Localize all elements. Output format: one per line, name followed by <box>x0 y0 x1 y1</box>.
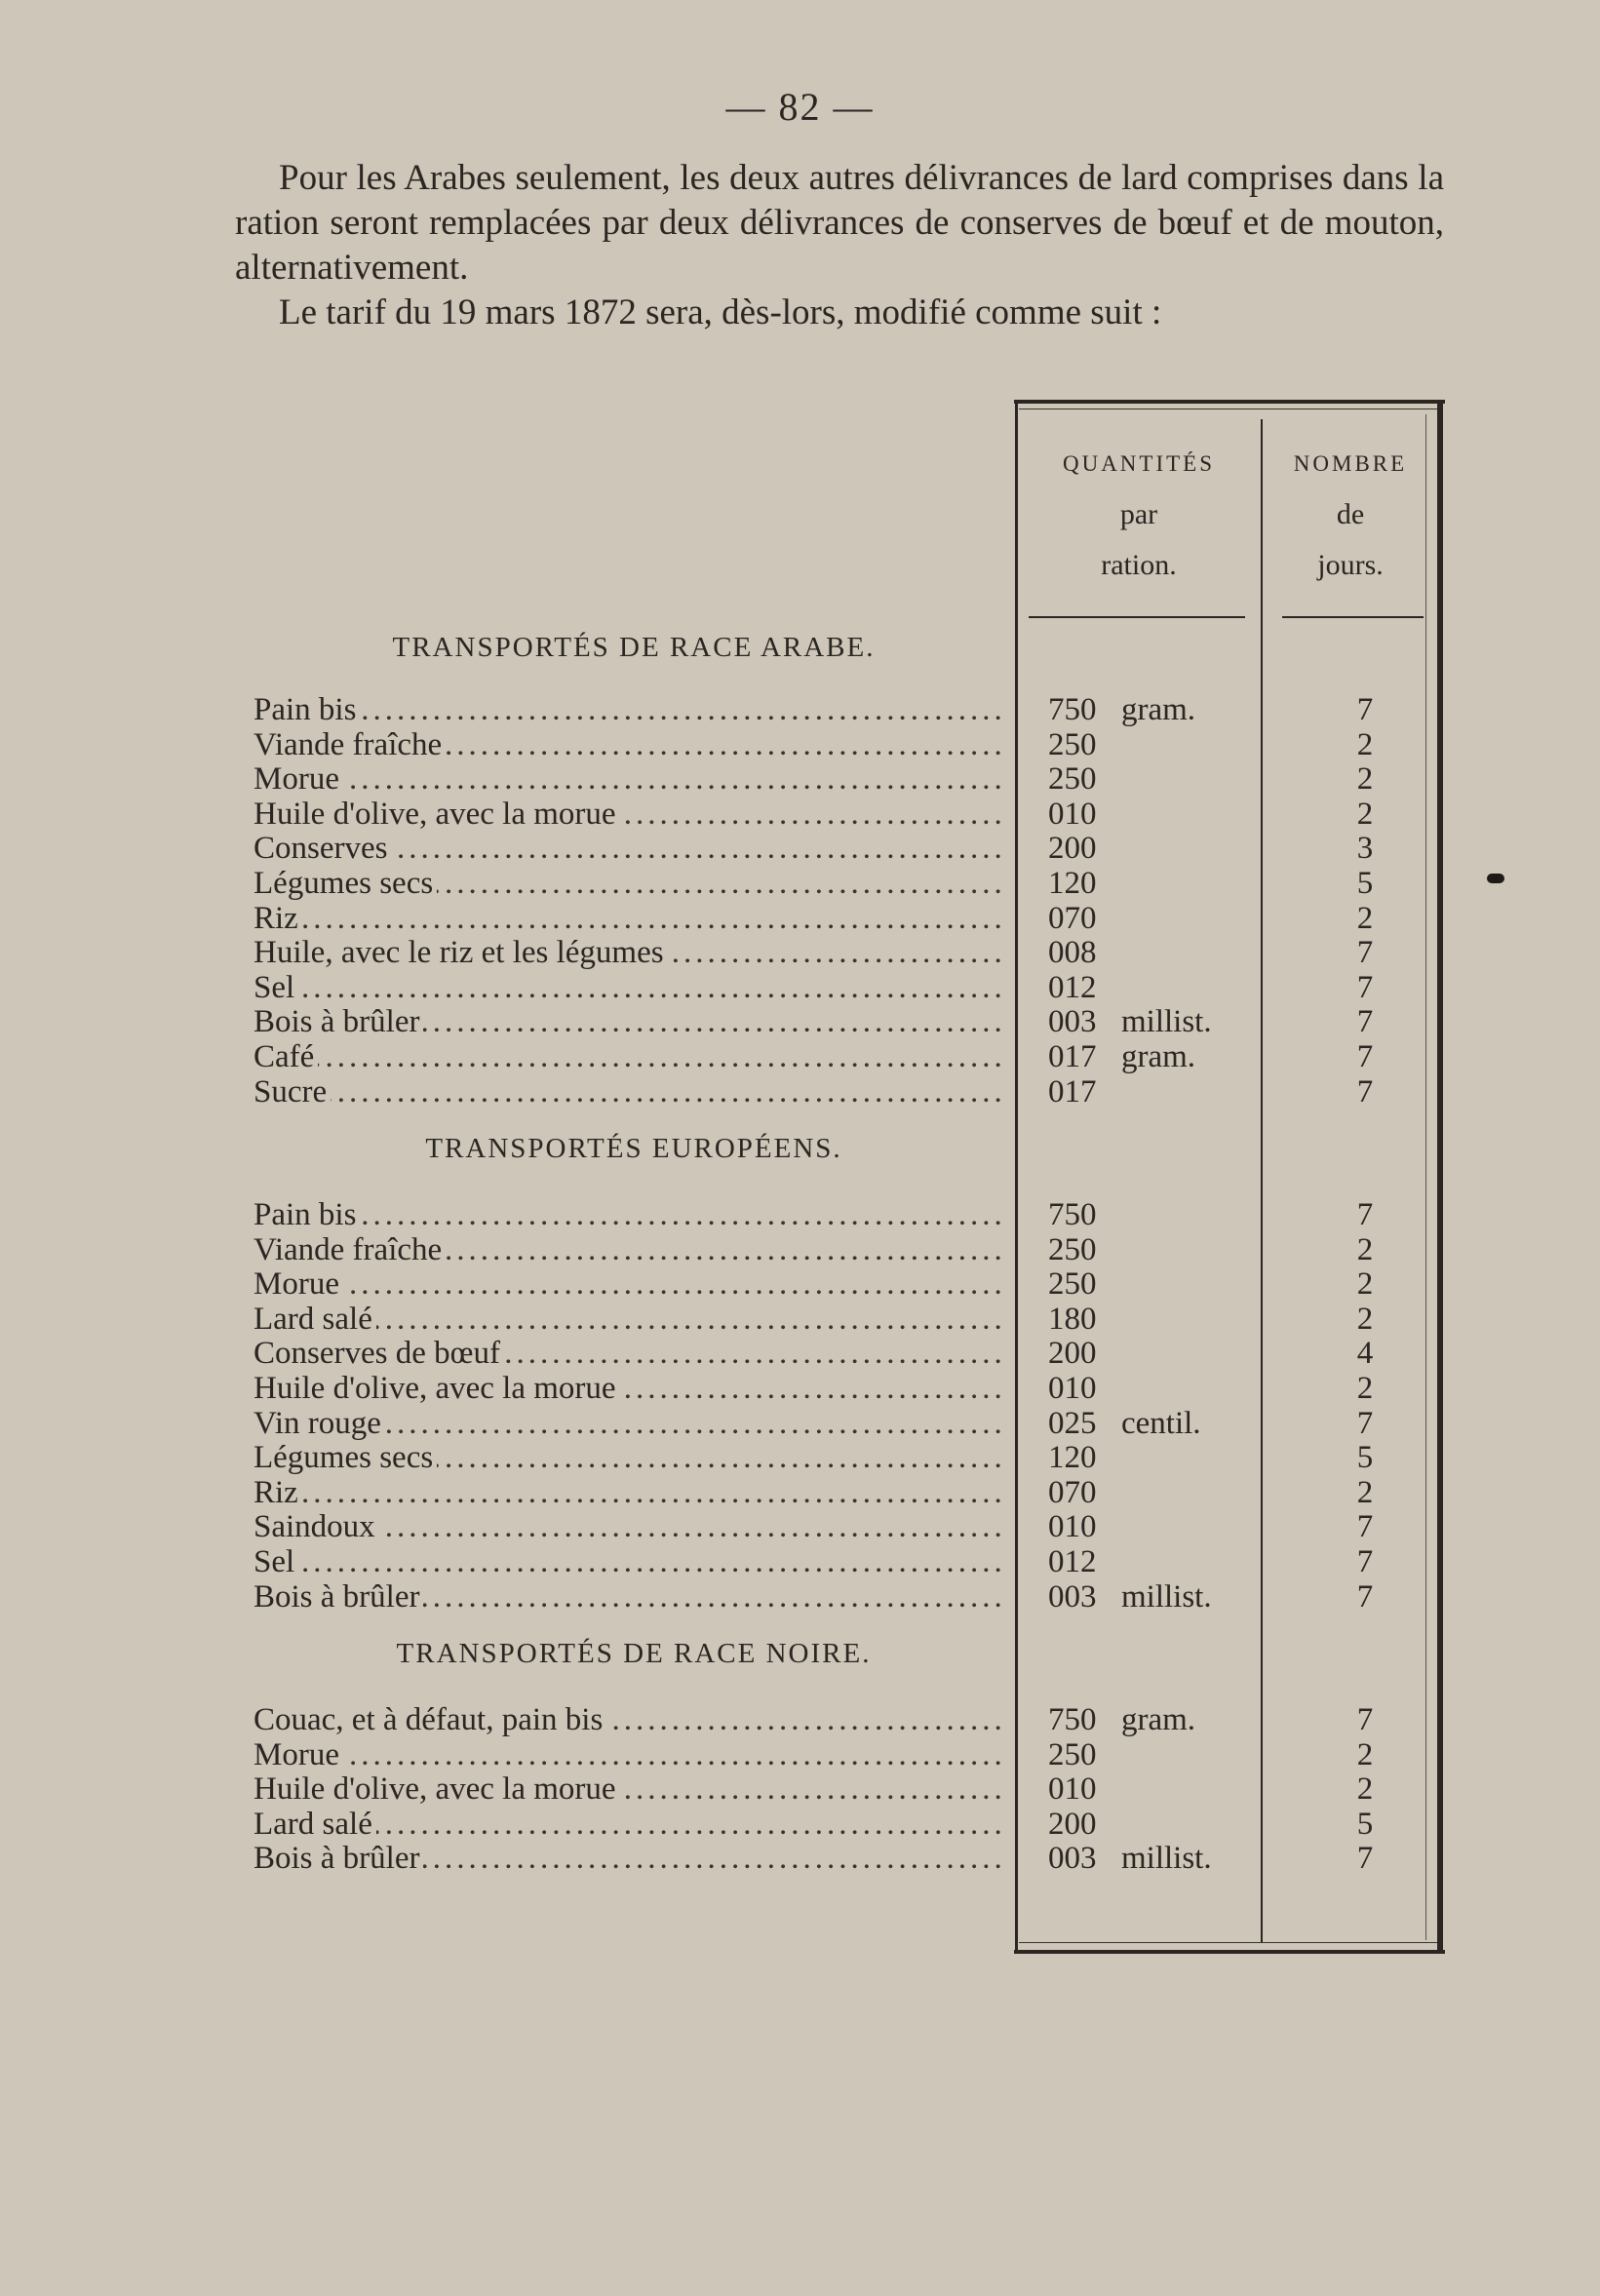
row-label <box>254 1266 1004 1302</box>
table-row <box>254 935 1438 970</box>
row-label <box>254 1475 1004 1510</box>
header-days-line3: jours. <box>1317 549 1384 581</box>
table-row <box>254 1737 1438 1772</box>
row-label-text: Morue <box>254 761 343 797</box>
table-row <box>254 797 1438 832</box>
row-days: 2 <box>1356 796 1374 832</box>
table-row <box>254 692 1438 727</box>
row-quantity: 250 <box>1048 1736 1097 1772</box>
row-quantity: 012 <box>1048 969 1097 1005</box>
table-top-rule <box>1014 400 1445 404</box>
intro-paragraph-1: Pour les Arabes seulement, les deux autres délivrances de lard comprises dans la ration seront remplacées par deux délivrances de conserves de bœuf et de mouton, alternativement. <box>235 158 1444 288</box>
row-label-text: Huile d'olive, avec la morue <box>254 1371 620 1406</box>
row-label-text: Huile d'olive, avec la morue <box>254 797 620 832</box>
table-row <box>254 1266 1438 1302</box>
row-label <box>254 1371 1004 1406</box>
row-quantity: 750 <box>1048 692 1097 727</box>
row-quantity: 200 <box>1048 1806 1097 1842</box>
row-label <box>254 1702 1004 1737</box>
table-row <box>254 1371 1438 1406</box>
table-row <box>254 1579 1438 1615</box>
row-label <box>254 935 1004 970</box>
row-unit: centil. <box>1121 1405 1201 1441</box>
row-quantity: 010 <box>1048 1371 1097 1406</box>
row-quantity: 003 <box>1048 1004 1097 1040</box>
row-quantity: 120 <box>1048 866 1097 901</box>
row-days: 4 <box>1356 1336 1374 1372</box>
row-quantity: 250 <box>1048 1266 1097 1303</box>
row-label <box>254 1841 1004 1876</box>
table-bottom-rule-thin <box>1019 1942 1440 1943</box>
row-label <box>254 831 1004 866</box>
row-days: 5 <box>1356 1440 1374 1476</box>
row-days: 2 <box>1356 761 1374 798</box>
section-title: TRANSPORTÉS DE RACE ARABE. <box>392 632 876 663</box>
row-label <box>254 1232 1004 1267</box>
row-unit: millist. <box>1121 1578 1212 1615</box>
row-label <box>254 1004 1004 1039</box>
row-label <box>254 866 1004 901</box>
row-quantity: 010 <box>1048 1771 1097 1808</box>
section-title: TRANSPORTÉS DE RACE NOIRE. <box>396 1638 872 1669</box>
header-quantities-line3: ration. <box>1101 549 1177 581</box>
row-label <box>254 761 1004 797</box>
row-days: 2 <box>1356 1266 1374 1303</box>
row-days: 7 <box>1356 1039 1374 1074</box>
row-label-text: Couac, et à défaut, pain bis <box>254 1702 606 1737</box>
row-days: 5 <box>1356 1806 1374 1842</box>
row-days: 7 <box>1356 1004 1374 1040</box>
row-label-text: Sucre <box>254 1074 331 1109</box>
row-label <box>254 797 1004 832</box>
header-days-line2: de <box>1336 498 1365 530</box>
row-quantity: 003 <box>1048 1578 1097 1615</box>
row-days: 2 <box>1356 1301 1374 1337</box>
row-quantity: 008 <box>1048 935 1097 971</box>
row-label <box>254 1302 1004 1337</box>
row-quantity: 010 <box>1048 796 1097 832</box>
table-row <box>254 970 1438 1005</box>
row-label-text: Viande fraîche <box>254 1232 446 1267</box>
row-label <box>254 1074 1004 1109</box>
table-row <box>254 761 1438 797</box>
row-label <box>254 970 1004 1005</box>
row-days: 7 <box>1356 1841 1374 1877</box>
row-unit: millist. <box>1121 1004 1212 1040</box>
table-row <box>254 1702 1438 1737</box>
row-label-text: Huile d'olive, avec la morue <box>254 1771 620 1807</box>
row-label-text: Bois à brûler <box>254 1004 423 1039</box>
row-label <box>254 1406 1004 1441</box>
row-label-text: Pain bis <box>254 1197 360 1232</box>
row-days: 7 <box>1356 969 1374 1005</box>
row-unit: gram. <box>1121 1702 1196 1737</box>
row-quantity: 120 <box>1048 1440 1097 1476</box>
row-label <box>254 1737 1004 1772</box>
row-quantity: 180 <box>1048 1301 1097 1337</box>
row-days: 7 <box>1356 1544 1374 1579</box>
row-unit: gram. <box>1121 1039 1196 1074</box>
table-row <box>254 1336 1438 1371</box>
row-label-text: Morue <box>254 1737 343 1772</box>
row-unit: millist. <box>1121 1841 1212 1877</box>
row-days: 7 <box>1356 1197 1374 1232</box>
header-days-rule <box>1282 616 1424 618</box>
row-label <box>254 1579 1004 1615</box>
row-days: 2 <box>1356 1771 1374 1808</box>
row-days: 7 <box>1356 1509 1374 1545</box>
row-days: 7 <box>1356 1578 1374 1615</box>
table-row <box>254 1771 1438 1807</box>
row-label-text: Bois à brûler <box>254 1579 423 1615</box>
row-label <box>254 1039 1004 1074</box>
row-label <box>254 1771 1004 1807</box>
table-row <box>254 901 1438 936</box>
row-label <box>254 1336 1004 1371</box>
header-quantities <box>1024 439 1254 591</box>
row-label-text: Huile, avec le riz et les légumes <box>254 935 668 970</box>
row-label-text: Légumes secs <box>254 1440 437 1475</box>
row-days: 3 <box>1356 831 1374 867</box>
row-unit: gram. <box>1121 692 1196 727</box>
row-label <box>254 1197 1004 1232</box>
row-days: 2 <box>1356 1231 1374 1267</box>
row-label <box>254 1807 1004 1842</box>
intro-text <box>235 156 1444 335</box>
table-row <box>254 1440 1438 1475</box>
ink-speck <box>1487 874 1504 883</box>
row-label-text: Morue <box>254 1266 343 1302</box>
row-days: 7 <box>1356 692 1374 727</box>
table-row <box>254 1197 1438 1232</box>
row-days: 2 <box>1356 726 1374 762</box>
row-quantity: 250 <box>1048 761 1097 798</box>
row-label-text: Pain bis <box>254 692 360 727</box>
row-quantity: 025 <box>1048 1405 1097 1441</box>
table-row <box>254 1074 1438 1109</box>
row-quantity: 250 <box>1048 726 1097 762</box>
row-label-text: Légumes secs <box>254 866 437 901</box>
row-label-text: Viande fraîche <box>254 727 446 762</box>
table-row <box>254 1406 1438 1441</box>
row-days: 2 <box>1356 1736 1374 1772</box>
row-days: 2 <box>1356 1474 1374 1510</box>
table-row <box>254 1232 1438 1267</box>
row-days: 2 <box>1356 1371 1374 1406</box>
header-quantities-line2: par <box>1119 498 1158 530</box>
intro-paragraph-2: Le tarif du 19 mars 1872 sera, dès-lors, modifié comme suit : <box>279 292 1162 332</box>
row-label-text: Café <box>254 1039 318 1074</box>
row-label-text: Lard salé <box>254 1807 376 1842</box>
table-row <box>254 1841 1438 1876</box>
section-title: TRANSPORTÉS EUROPÉENS. <box>425 1133 842 1164</box>
row-quantity: 200 <box>1048 1336 1097 1372</box>
row-quantity: 070 <box>1048 900 1097 936</box>
table-row <box>254 1302 1438 1337</box>
row-label <box>254 727 1004 762</box>
table-row <box>254 831 1438 866</box>
page-number: — 82 — <box>725 85 875 129</box>
row-quantity: 250 <box>1048 1231 1097 1267</box>
row-days: 7 <box>1356 1702 1374 1737</box>
row-quantity: 012 <box>1048 1544 1097 1579</box>
row-label <box>254 692 1004 727</box>
table-row <box>254 1004 1438 1039</box>
table-row <box>254 727 1438 762</box>
row-label-text: Lard salé <box>254 1302 376 1337</box>
row-label <box>254 901 1004 936</box>
row-label-text: Saindoux <box>254 1509 379 1544</box>
table-row <box>254 1509 1438 1544</box>
row-days: 7 <box>1356 1405 1374 1441</box>
row-quantity: 750 <box>1048 1702 1097 1737</box>
table-row <box>254 1807 1438 1842</box>
table-row <box>254 1039 1438 1074</box>
row-label-text: Conserves <box>254 831 391 866</box>
row-label <box>254 1544 1004 1579</box>
row-label <box>254 1509 1004 1544</box>
row-label-text: Sel <box>254 1544 298 1579</box>
header-days-line1: NOMBRE <box>1293 451 1408 476</box>
row-label-text: Riz <box>254 901 302 936</box>
row-quantity: 200 <box>1048 831 1097 867</box>
row-days: 5 <box>1356 866 1374 901</box>
header-quantities-rule <box>1029 616 1245 618</box>
row-quantity: 010 <box>1048 1509 1097 1545</box>
table-bottom-rule <box>1014 1950 1445 1954</box>
row-quantity: 003 <box>1048 1841 1097 1877</box>
row-label-text: Riz <box>254 1475 302 1510</box>
table-row <box>254 1544 1438 1579</box>
header-quantities-line1: QUANTITÉS <box>1062 451 1216 476</box>
row-quantity: 750 <box>1048 1197 1097 1232</box>
row-quantity: 070 <box>1048 1474 1097 1510</box>
row-quantity: 017 <box>1048 1039 1097 1074</box>
row-quantity: 017 <box>1048 1073 1097 1109</box>
row-days: 2 <box>1356 900 1374 936</box>
row-label-text: Conserves de bœuf <box>254 1336 504 1371</box>
row-days: 7 <box>1356 935 1374 971</box>
table-row <box>254 866 1438 901</box>
header-days <box>1268 439 1433 591</box>
row-label-text: Sel <box>254 970 298 1005</box>
row-label-text: Vin rouge <box>254 1406 385 1441</box>
row-label <box>254 1440 1004 1475</box>
row-days: 7 <box>1356 1073 1374 1109</box>
table-row <box>254 1475 1438 1510</box>
row-label-text: Bois à brûler <box>254 1841 423 1876</box>
